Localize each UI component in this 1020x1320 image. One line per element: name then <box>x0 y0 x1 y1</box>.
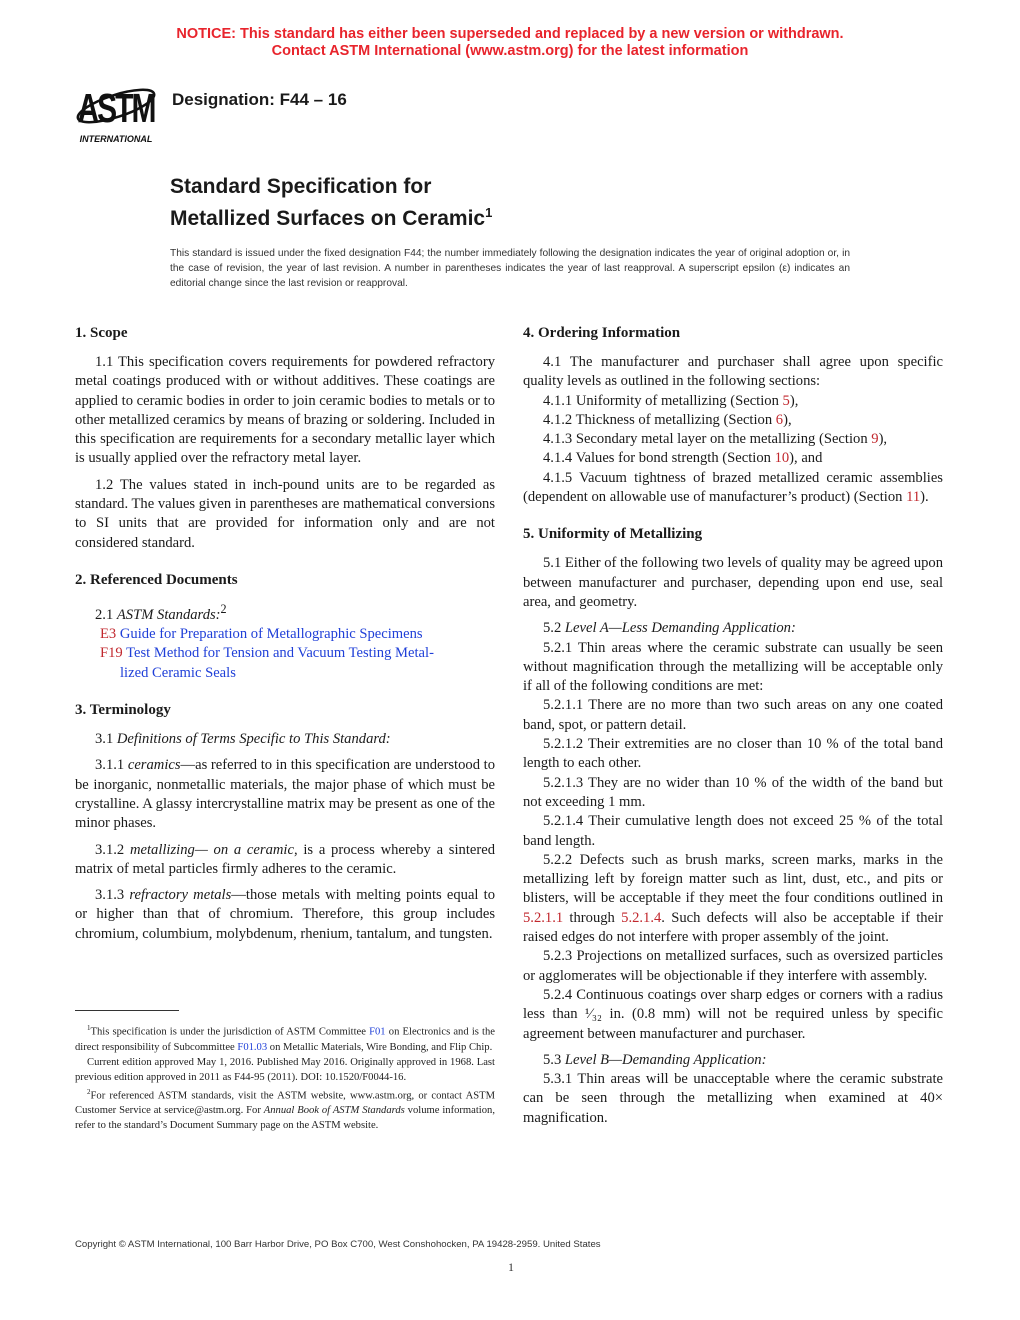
definition-metallizing: 3.1.2 metallizing— on a ceramic, is a process whereby a sintered matrix of metal particles firmly adheres to the ceramic. <box>75 841 495 877</box>
paragraph-5-2-3: 5.2.3 Projections on metallized surfaces, such as oversized particles or agglomerates will be objectionable if they interfere with assembly. <box>523 948 943 984</box>
footnote-1: $^1$This specification is under the jurisdiction of ASTM Committee F01 on Electronics and is the direct responsibility of Subcommittee F01.03 on Metallic Materials, Wire Bonding, and Flip Chip. <box>75 1024 495 1053</box>
definition-ceramics: 3.1.1 ceramics—as referred to in this specification are understood to be inorganic, nonmetallic materials, the major phase of which must be crystalline. A glassy intercrystalline matrix may be present as one of the minor phases. <box>75 757 496 832</box>
supersession-notice <box>0 26 1020 60</box>
item-4-1-3: 4.1.3 Secondary metal layer on the metallizing (Section 9), <box>543 431 888 448</box>
title-line-1: Standard Specification for <box>170 175 432 198</box>
reference-title-f19-cont[interactable]: lized Ceramic Seals <box>120 664 236 681</box>
notice-line-2: Contact ASTM International (www.astm.org) for the latest information <box>271 43 749 59</box>
title-line-2: Metallized Surfaces on Ceramic$^1$ <box>170 205 493 230</box>
reference-title-f19[interactable]: Test Method for Tension and Vacuum Testing Metal- <box>126 645 434 662</box>
title-footnote-mark[interactable]: 1 <box>485 205 493 220</box>
paragraph-5-2-1: 5.2.1 Thin areas where the ceramic substrate can usually be seen without magnification through the metallizing will be acceptable only if all of the following conditions are met: <box>523 639 943 695</box>
footnotes <box>75 1021 495 1133</box>
footnote-2: $^2$For referenced ASTM standards, visit the ASTM website, www.astm.org, or contact ASTM Customer Service at service@astm.org. For Annual Book of ASTM Standards volume information, refer to the standard’s Document Summary page on the ASTM website. <box>75 1087 495 1132</box>
section-4-heading: 4. Ordering Information <box>523 325 681 341</box>
definition-refractory-metals: 3.1.3 refractory metals—those metals with melting points equal to or higher than that of chromium. Therefore, this group includes chromium, columbium, molybdenum, rhenium, tantalum, and tungsten. <box>75 887 495 942</box>
astm-logo <box>70 76 162 144</box>
section-5-heading: 5. Uniformity of Metallizing <box>523 526 703 543</box>
section-3-heading: 3. Terminology <box>75 702 171 719</box>
paragraph-4-1: 4.1 The manufacturer and purchaser shall agree upon specific quality levels as outlined in the following sections: <box>523 354 943 390</box>
item-4-1-2: 4.1.2 Thickness of metallizing (Section 6), <box>543 411 792 428</box>
document-title <box>170 174 492 232</box>
link-subcommittee-f01-03[interactable]: F01.03 <box>237 1041 268 1053</box>
paragraph-5-1: 5.1 Either of the following two levels of quality may be agreed upon between manufacturer and purchaser, depending upon end use, seal area, and geometry. <box>523 555 944 610</box>
paragraph-5-3-1: 5.3.1 Thin areas will be unacceptable where the ceramic substrate can be seen through the metallizing when examined at 40× magnification. <box>523 1071 943 1126</box>
paragraph-2-1: 2.1 ASTM Standards:$^2$ <box>95 601 227 623</box>
link-5-2-1-4[interactable]: 5.2.1.4 <box>621 909 662 926</box>
reference-code-e3[interactable]: E3 <box>100 626 117 643</box>
right-column <box>523 324 943 1128</box>
item-4-1-5: 4.1.5 Vacuum tightness of brazed metallized ceramic assemblies (dependent on allowable use of manufacturer’s product) (Section 11). <box>523 469 943 506</box>
paragraph-5-3: 5.3 Level B—Demanding Application: <box>543 1051 767 1068</box>
link-section-10[interactable]: 10 <box>774 450 790 467</box>
link-5-2-1-1[interactable]: 5.2.1.1 <box>523 909 564 926</box>
paragraph-1-2: 1.2 The values stated in inch-pound units are to be regarded as standard. The values given in parentheses are mathematical conversions to SI units that are provided for information only and are not considered standard. <box>75 476 495 551</box>
footnote-divider <box>75 1010 179 1011</box>
link-section-9[interactable]: 9 <box>871 431 879 448</box>
link-committee-f01[interactable]: F01 <box>369 1026 386 1038</box>
left-column <box>75 324 495 944</box>
page-number: 1 <box>508 1260 514 1274</box>
issuance-note: This standard is issued under the fixed designation F44; the number immediately following the designation indicates the year of original adoption or, in the case of revision, the year of last revision. A number in parentheses indicates the year of last reapproval. A superscript epsilon (ε) indicates an editorial change since the last revision or reapproval. <box>170 248 850 289</box>
item-4-1-4: 4.1.4 Values for bond strength (Section 10), and <box>543 450 823 467</box>
reference-e3[interactable] <box>75 625 495 644</box>
svg-text:ASTM: ASTM <box>77 85 155 131</box>
paragraph-5-2-1-4: 5.2.1.4 Their cumulative length does not exceed 25 % of the total band length. <box>523 813 943 849</box>
paragraph-5-2: 5.2 Level A—Less Demanding Application: <box>543 620 796 637</box>
paragraph-5-2-2: 5.2.2 Defects such as brush marks, screen marks, marks in the metallizing left by foreign matter such as lint, dust, etc., and pits or blisters, will be acceptable if they meet the four conditions outlined in 5.2.1.1 through 5.2.1.4. Such defects will also be acceptable if their raised edges do not interfere with proper assembly of the joint. <box>523 851 944 946</box>
paragraph-3-1: 3.1 Definitions of Terms Specific to This Standard: <box>95 731 391 748</box>
reference-f19[interactable] <box>75 644 495 683</box>
paragraph-5-2-1-2: 5.2.1.2 Their extremities are no closer than 10 % of the total band length to each other. <box>523 736 943 772</box>
paragraph-5-2-1-3: 5.2.1.3 They are no wider than 10 % of the width of the band but not exceeding 1 mm. <box>523 774 943 810</box>
paragraph-5-2-1-1: 5.2.1.1 There are no more than two such areas on any one coated band, spot, or pattern detail. <box>523 697 943 733</box>
footnote-2-mark[interactable]: 2 <box>220 601 227 616</box>
section-1-heading: 1. Scope <box>75 325 128 341</box>
item-4-1-1: 4.1.1 Uniformity of metallizing (Section 5), <box>543 392 799 409</box>
paragraph-5-2-4: 5.2.4 Continuous coatings over sharp edges or corners with a radius less than ¹⁄₃₂ in. (0.8 mm) will not be required unless by specific agreement between manufacturer and purchaser. <box>523 986 943 1042</box>
paragraph-1-1: 1.1 This specification covers requirements for powdered refractory metal coatings produced with or without additives. These coatings are applied to ceramic bodies in order to join ceramic bodies to metals or to other metallized ceramics by means of brazing or soldering. Included in this specification are requirements for a secondary metallic layer which is usually applied over the refractory metal layer. <box>75 354 495 467</box>
astm-logo-icon <box>70 76 162 144</box>
link-section-6[interactable]: 6 <box>775 411 784 428</box>
copyright-footer: Copyright © ASTM International, 100 Barr Harbor Drive, PO Box C700, West Conshohocken, PA 19428-2959. United States <box>75 1239 601 1250</box>
section-2-heading: 2. Referenced Documents <box>75 571 238 588</box>
reference-title-e3[interactable]: Guide for Preparation of Metallographic Specimens <box>119 626 423 643</box>
notice-line-1: NOTICE: This standard has either been superseded and replaced by a new version or withdrawn. <box>176 26 844 42</box>
link-section-11[interactable]: 11 <box>906 489 921 506</box>
link-section-5[interactable]: 5 <box>782 392 790 409</box>
reference-code-f19[interactable]: F19 <box>100 645 123 662</box>
svg-text:INTERNATIONAL: INTERNATIONAL <box>79 134 153 144</box>
footnote-1-edition: Current edition approved May 1, 2016. Published May 2016. Originally approved in 1968. Last previous edition approved in 2011 as F44-95 (2011). DOI: 10.1520/F0044-16. <box>75 1056 495 1083</box>
designation: Designation: F44 – 16 <box>172 90 347 109</box>
